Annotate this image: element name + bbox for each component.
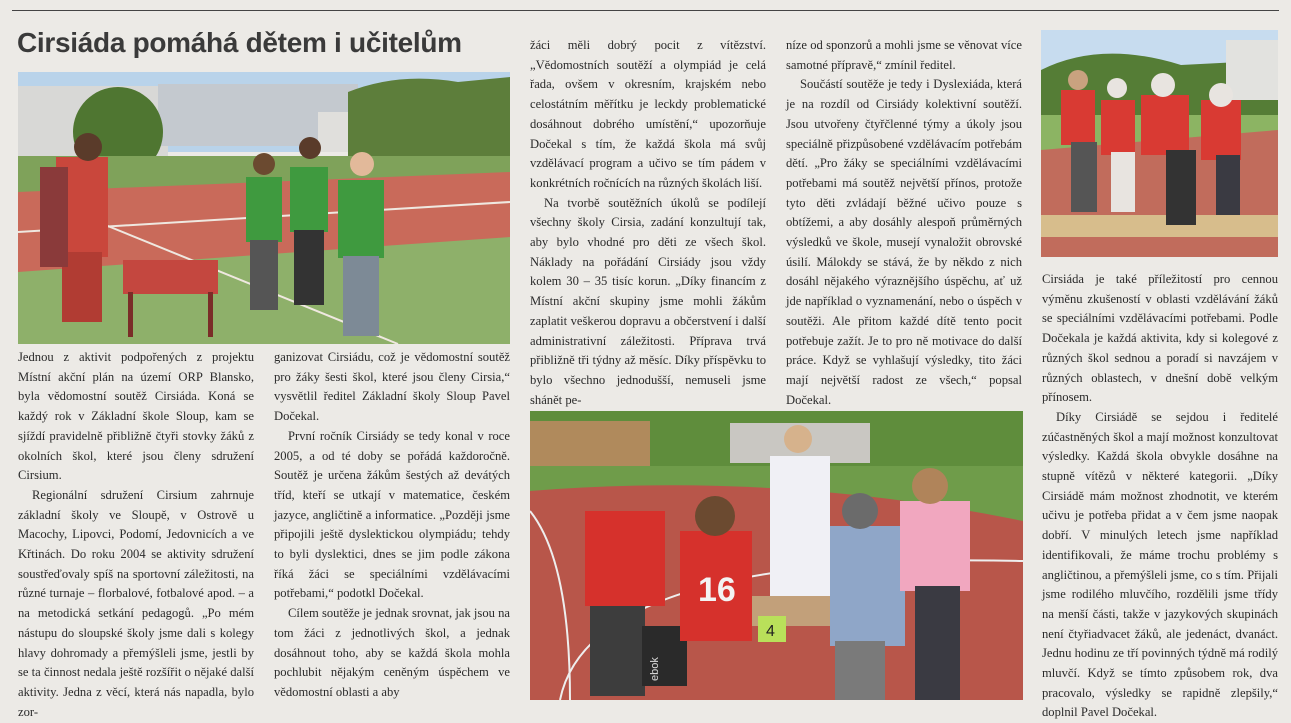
paragraph: Součástí soutěže je tedy i Dyslexiáda, která je na rozdíl od Cirsiády kolektivní soutěží. Jsou utvořeny čtyřčlenné týmy a úkoly jsou speciálně přizpůsobené vzdělávacím potřebám dětí. „Pro žáky se speciálními vzdělávacími potřebami má soutěž největší přínos, protože tyto děti zvládají běžné učivo pouze s obtížemi, a aby dosáhly alespoň průměrných výsledků ve škole, musejí vynaložit obrovské úsilí. Málokdy se stává, že by někdo z nich dosáhl nějakého výraznějšího úspěchu, ať už jde například o vyznamenání, nebo o úspěch v soutěži. Ale přitom každé dítě tento pocit potřebuje zažít. Je to pro ně motivace do další práce. Když se vyhlašují výsledky, tito žáci mají největší radost ze všech,“ popsal Dočekal.	[786, 77, 1022, 407]
paragraph: Cirsiáda je také příležitostí pro cennou výměnu zkušeností v oblasti vzdělávání žáků se speciálními vzdělávacími potřebami. Podle Dočekala je každá aktivita, kdy si kolegové z různých škol sednou a poradí si navzájem v různých oblastech, v dnešní době velkým přínosem.	[1042, 272, 1278, 405]
paragraph: Jednou z aktivit podpořených z projektu Místní akční plán na území ORP Blansko, byla vědomostní soutěž Cirsiáda. Koná se každý rok v Základní škole Sloup, kam se sjíždí pravidelně přibližně čtyři stovky žáků z okolních škol, které jsou členy sdružení Cirsium.	[18, 350, 254, 483]
column-3	[530, 36, 766, 410]
top-rule	[12, 10, 1279, 11]
paragraph: Na tvorbě soutěžních úkolů se podílejí všechny školy Cirsia, zadání konzultují tak, aby bylo vhodné pro děti ze všech škol. Náklady na pořádání Cirsiády jsou vždy kolem 30 – 35 tisíc korun. „Díky financím z Místní akční skupiny jsme mohli žákům zaplatit veškerou dopravu a občerstvení i další administrativní záležitosti. Příprava trvá přibližně tři týdny až měsíc. Díky příspěvku to bylo všechno jednodušší, nemuseli jsme shánět pe-	[530, 195, 766, 407]
jersey-number: 16	[698, 571, 736, 609]
photo-children-on-track	[530, 411, 1023, 700]
column-4	[786, 36, 1022, 410]
card-number: 4	[766, 623, 775, 640]
column-5	[1042, 270, 1278, 723]
paragraph: níze od sponzorů a mohli jsme se věnovat více samotné přípravě,“ zmínil ředitel.	[786, 38, 1022, 72]
paragraph: První ročník Cirsiády se tedy konal v roce 2005, a od té doby se pořádá každoročně. Soutěž je určena žákům šestých až devátých tříd, kteří se utkají v matematice, českém jazyce, angličtině a informatice. „Později jsme připojili ještě dyslektickou olympiádu; tehdy to byli dyslektici, dnes se jim podle zákona říká žáci se speciálními vzdělávacími potřebami,“ podotkl Dočekal.	[274, 428, 510, 601]
photo-team-race	[1041, 30, 1278, 257]
paragraph: Regionální sdružení Cirsium zahrnuje základní školy ve Sloupě, v Ostrově u Macochy, Lipovci, Podomí, Jedovnicích a ve Křtinách. Do roku 2004 se aktivity sdružení soustřeďovaly spíš na sportovní záležitosti, na různé turnaje – florbalové, fotbalové apod. – a na metodická setkání pedagogů. „Po mém nástupu do sloupské školy jsme dali s kolegy hlavy dohromady a přemýšleli jsme, jestli by se ta činnost nedala ještě rozšířit o nějaké další aktivity. Jedna z věcí, která nás napadla, bylo zor-	[18, 487, 254, 719]
bag-brand: ebok	[649, 657, 661, 681]
column-1	[18, 348, 254, 722]
photo-students-at-table	[18, 72, 510, 344]
paragraph: žáci měli dobrý pocit z vítězství. „Vědomostních soutěží a olympiád je celá řada, ovšem v okresním, krajském nebo celostátním měřítku je leckdy problematické dosáhnout dobrého umístění,“ upozorňuje Dočekal s tím, že každá škola má svůj vzdělávací program a učivo se tím pádem v konkrétních ročnících na různých školách liší.	[530, 38, 766, 190]
article-title: Cirsiáda pomáhá dětem i učitelům	[17, 27, 462, 58]
paragraph: Díky Cirsiádě se sejdou i ředitelé zúčastněných škol a mají možnost konzultovat výsledky. Každá škola obvykle dosáhne na stupně vítězů v některé kategorii. „Díky Cirsiádě mám možnost zhodnotit, ve kterém učivu je potřeba přidat a v čem jsme naopak dobří. V minulých letech jsme například identifikovali, že máme trochu problémy s angličtinou, a přemýšleli jsme, co s tím. Přijali jsme rodilého mluvčího, rozdělili jsme třídy na menší části, takže v jazykových skupinách není čtyřiadvacet žáků, ale jedenáct, dvanáct. Jednu hodinu ze tří povinných týdně má rodilý mluvčí. Když se tímto způsobem rok, dva pracovalo, výsledky se rapidně zlepšily,“ doplnil Pavel Dočekal.	[1042, 409, 1278, 720]
paragraph: ganizovat Cirsiádu, což je vědomostní soutěž pro žáky šesti škol, které jsou členy Cirsia,“ vysvětlil ředitel Základní školy Sloup Pavel Dočekal.	[274, 350, 510, 424]
paragraph: Cílem soutěže je jednak srovnat, jak jsou na tom žáci z jednotlivých škol, a jednak dosáhnout toho, aby se každá škola mohla pochlubit nějakým ceněným úspěchem ve vědomostní oblasti a aby	[274, 606, 510, 699]
column-2	[274, 348, 510, 703]
